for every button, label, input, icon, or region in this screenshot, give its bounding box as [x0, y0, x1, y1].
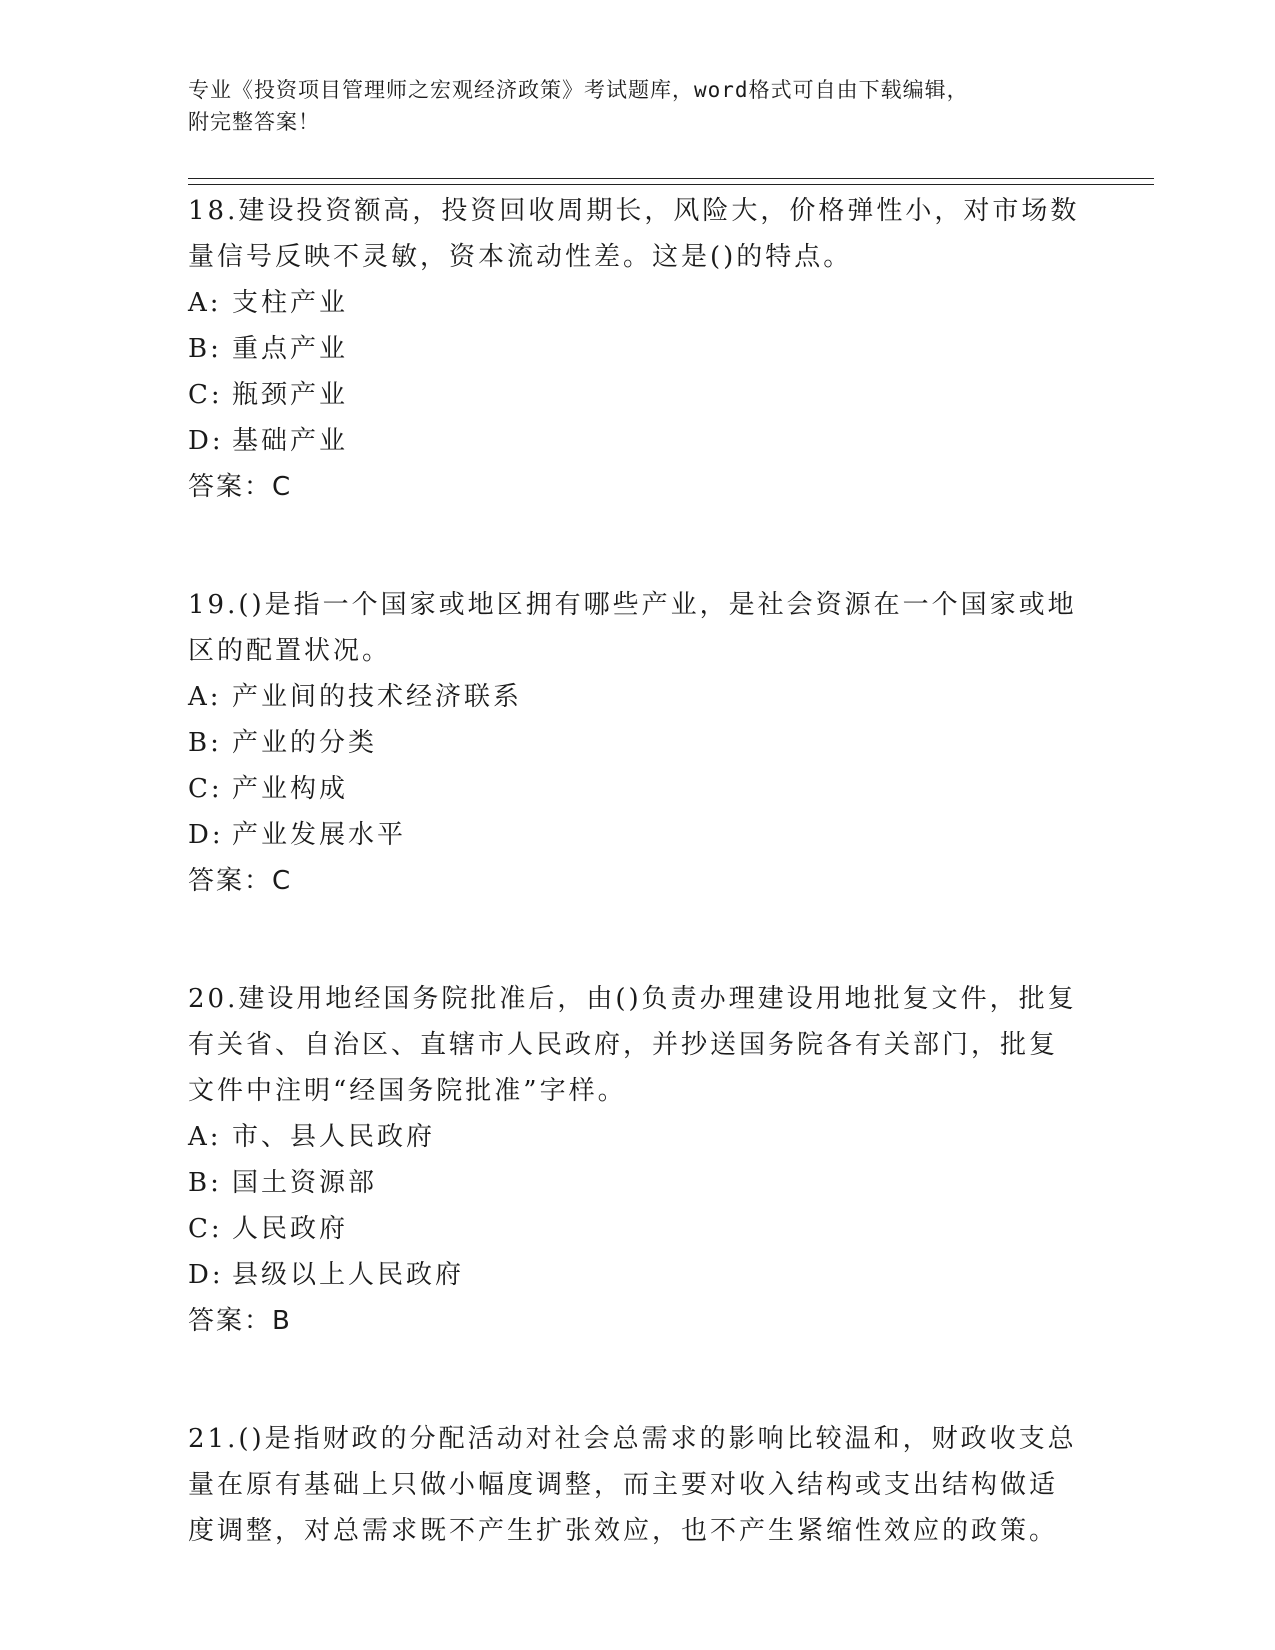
- option-text: 基础产业: [232, 426, 349, 456]
- question-20: [188, 976, 1088, 1344]
- option-text: 人民政府: [232, 1214, 349, 1244]
- option-key: C:: [188, 1214, 223, 1244]
- option-key: B:: [188, 1168, 222, 1198]
- answer-line: 答案：B: [188, 1306, 292, 1336]
- option-text: 支柱产业: [232, 288, 349, 318]
- option-key: A:: [188, 288, 222, 318]
- question-stem: [188, 1416, 1088, 1554]
- option-d: [188, 812, 1088, 858]
- option-text: 产业间的技术经济联系: [232, 682, 523, 712]
- option-key: B:: [188, 334, 222, 364]
- stem-line: 18.建设投资额高，投资回收周期长，风险大，价格弹性小，对市场数: [188, 196, 1080, 226]
- option-d: [188, 1252, 1088, 1298]
- option-a: [188, 280, 1088, 326]
- answer-line: 答案：C: [188, 866, 293, 896]
- option-text: 瓶颈产业: [232, 380, 349, 410]
- option-text: 市、县人民政府: [232, 1122, 436, 1152]
- question-stem: [188, 188, 1088, 280]
- option-d: [188, 418, 1088, 464]
- header-line-1: 专业《投资项目管理师之宏观经济政策》考试题库，word格式可自由下载编辑，: [188, 78, 969, 102]
- option-b: [188, 720, 1088, 766]
- option-key: C:: [188, 380, 223, 410]
- option-a: [188, 674, 1088, 720]
- option-key: A:: [188, 682, 222, 712]
- option-text: 国土资源部: [232, 1168, 378, 1198]
- option-key: D:: [188, 426, 224, 456]
- stem-line: 量信号反映不灵敏，资本流动性差。这是()的特点。: [188, 242, 853, 272]
- option-list: [188, 674, 1088, 858]
- option-text: 产业发展水平: [232, 820, 407, 850]
- option-key: A:: [188, 1122, 222, 1152]
- header-divider-top: [188, 178, 1154, 179]
- question-stem: [188, 582, 1088, 674]
- question-21: [188, 1416, 1088, 1554]
- question-list: [188, 188, 1088, 1554]
- option-key: C:: [188, 774, 223, 804]
- option-c: [188, 372, 1088, 418]
- option-b: [188, 326, 1088, 372]
- option-text: 产业的分类: [232, 728, 378, 758]
- option-a: [188, 1114, 1088, 1160]
- stem-line: 19.()是指一个国家或地区拥有哪些产业，是社会资源在一个国家或地: [188, 590, 1077, 620]
- option-text: 县级以上人民政府: [232, 1260, 465, 1290]
- header-line-2: 附完整答案！: [188, 110, 320, 134]
- option-list: [188, 280, 1088, 464]
- option-b: [188, 1160, 1088, 1206]
- header-divider-bottom: [188, 184, 1154, 185]
- question-18: [188, 188, 1088, 510]
- option-key: B:: [188, 728, 222, 758]
- option-c: [188, 1206, 1088, 1252]
- stem-line: 21.()是指财政的分配活动对社会总需求的影响比较温和，财政收支总: [188, 1424, 1077, 1454]
- option-list: [188, 1114, 1088, 1298]
- stem-line: 度调整，对总需求既不产生扩张效应，也不产生紧缩性效应的政策。: [188, 1516, 1059, 1546]
- stem-line: 20.建设用地经国务院批准后，由()负责办理建设用地批复文件，批复: [188, 984, 1077, 1014]
- option-text: 产业构成: [232, 774, 349, 804]
- answer-line: 答案：C: [188, 472, 293, 502]
- stem-line: 文件中注明“经国务院批准”字样。: [188, 1076, 627, 1106]
- option-c: [188, 766, 1088, 812]
- question-stem: [188, 976, 1088, 1114]
- option-key: D:: [188, 1260, 224, 1290]
- stem-line: 区的配置状况。: [188, 636, 392, 666]
- stem-line: 有关省、自治区、直辖市人民政府，并抄送国务院各有关部门，批复: [188, 1030, 1059, 1060]
- question-19: [188, 582, 1088, 904]
- document-header: [188, 74, 1088, 138]
- option-key: D:: [188, 820, 224, 850]
- option-text: 重点产业: [232, 334, 349, 364]
- stem-line: 量在原有基础上只做小幅度调整，而主要对收入结构或支出结构做适: [188, 1470, 1059, 1500]
